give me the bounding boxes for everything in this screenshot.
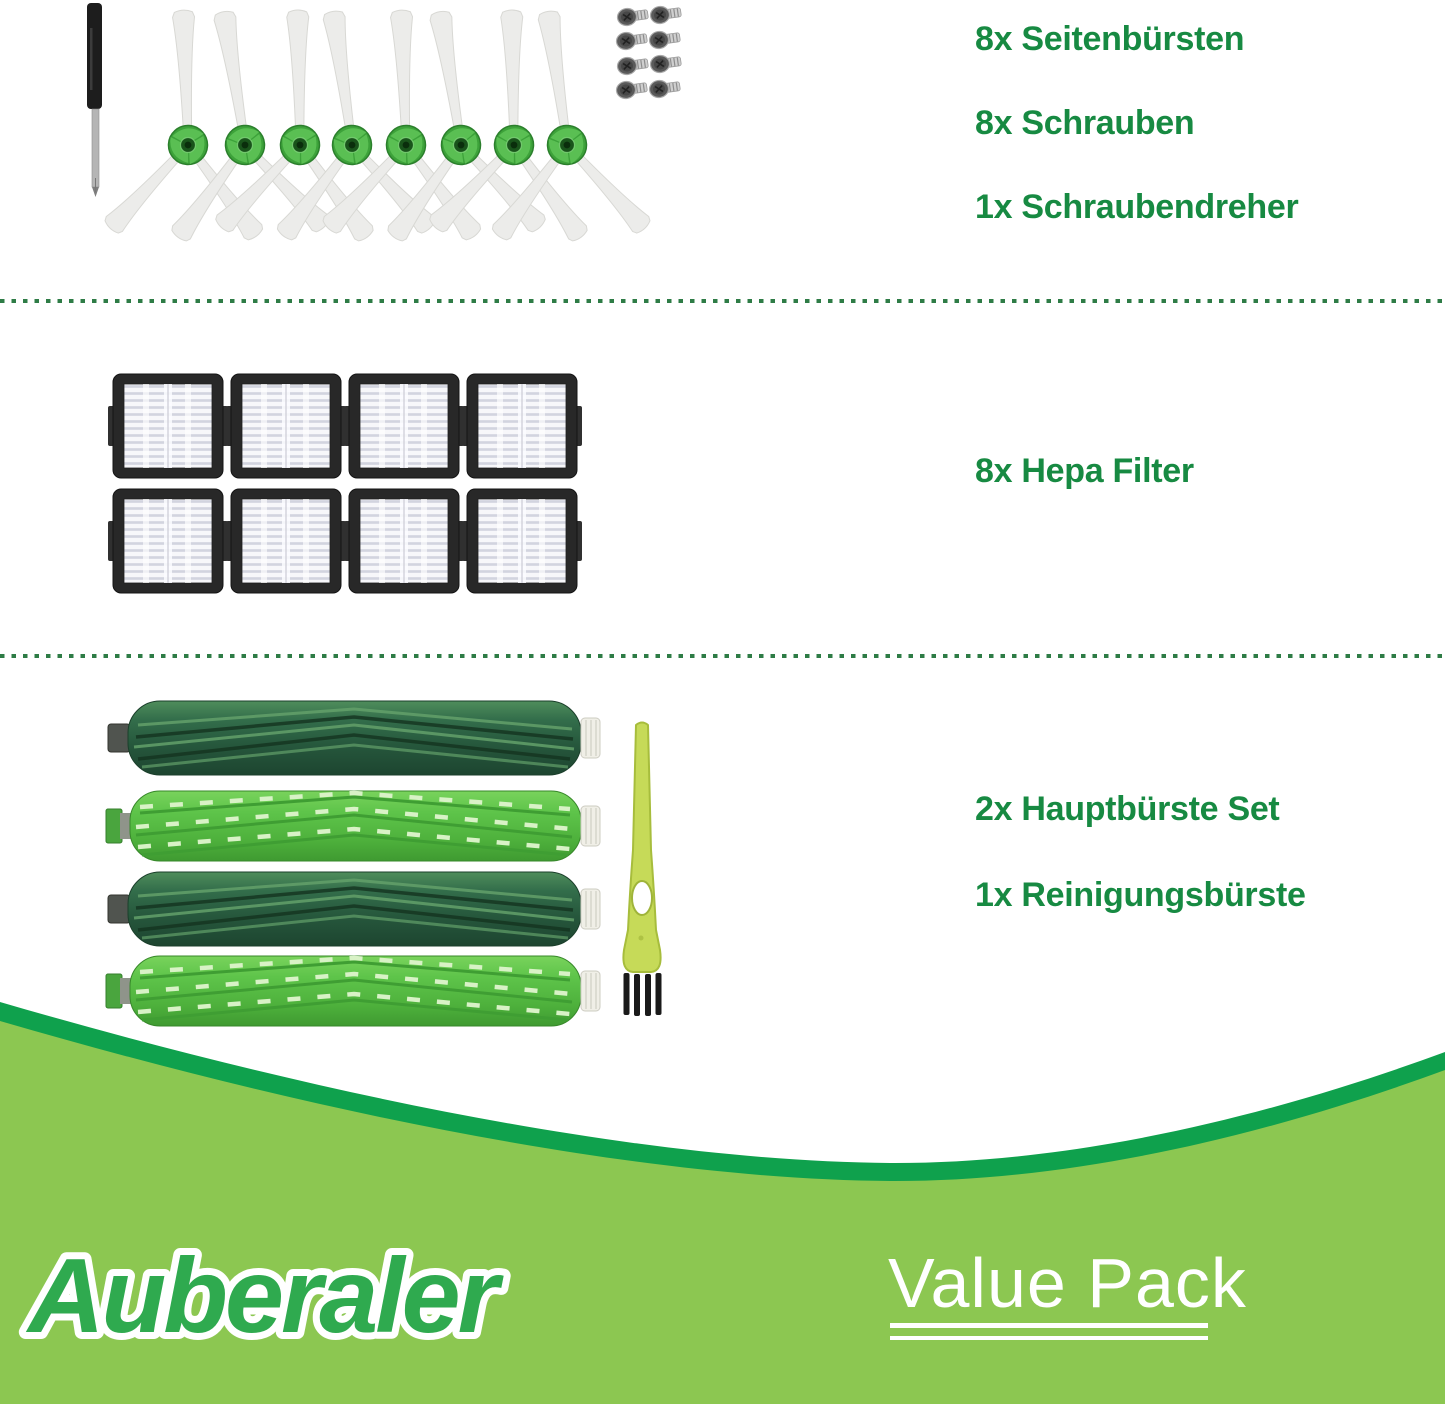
cleaning-brush-tool [623, 723, 661, 1017]
screwdriver [87, 3, 102, 197]
banner-tagline: Value Pack [888, 1244, 1247, 1322]
label-side-brushes: 8x Seitenbürsten [975, 20, 1245, 58]
label-main-brush-set: 2x Hauptbürste Set [975, 790, 1280, 828]
label-hepa-filter: 8x Hepa Filter [975, 452, 1194, 490]
hepa-filters [108, 374, 582, 593]
side-brushes [101, 4, 653, 245]
main-brush-rollers [106, 701, 600, 1026]
label-screws: 8x Schrauben [975, 104, 1195, 142]
brand-logo: Auberaler [28, 1237, 496, 1355]
label-cleaning-brush: 1x Reinigungsbürste [975, 876, 1306, 914]
screws [615, 4, 682, 100]
label-screwdriver: 1x Schraubendreher [975, 188, 1299, 226]
